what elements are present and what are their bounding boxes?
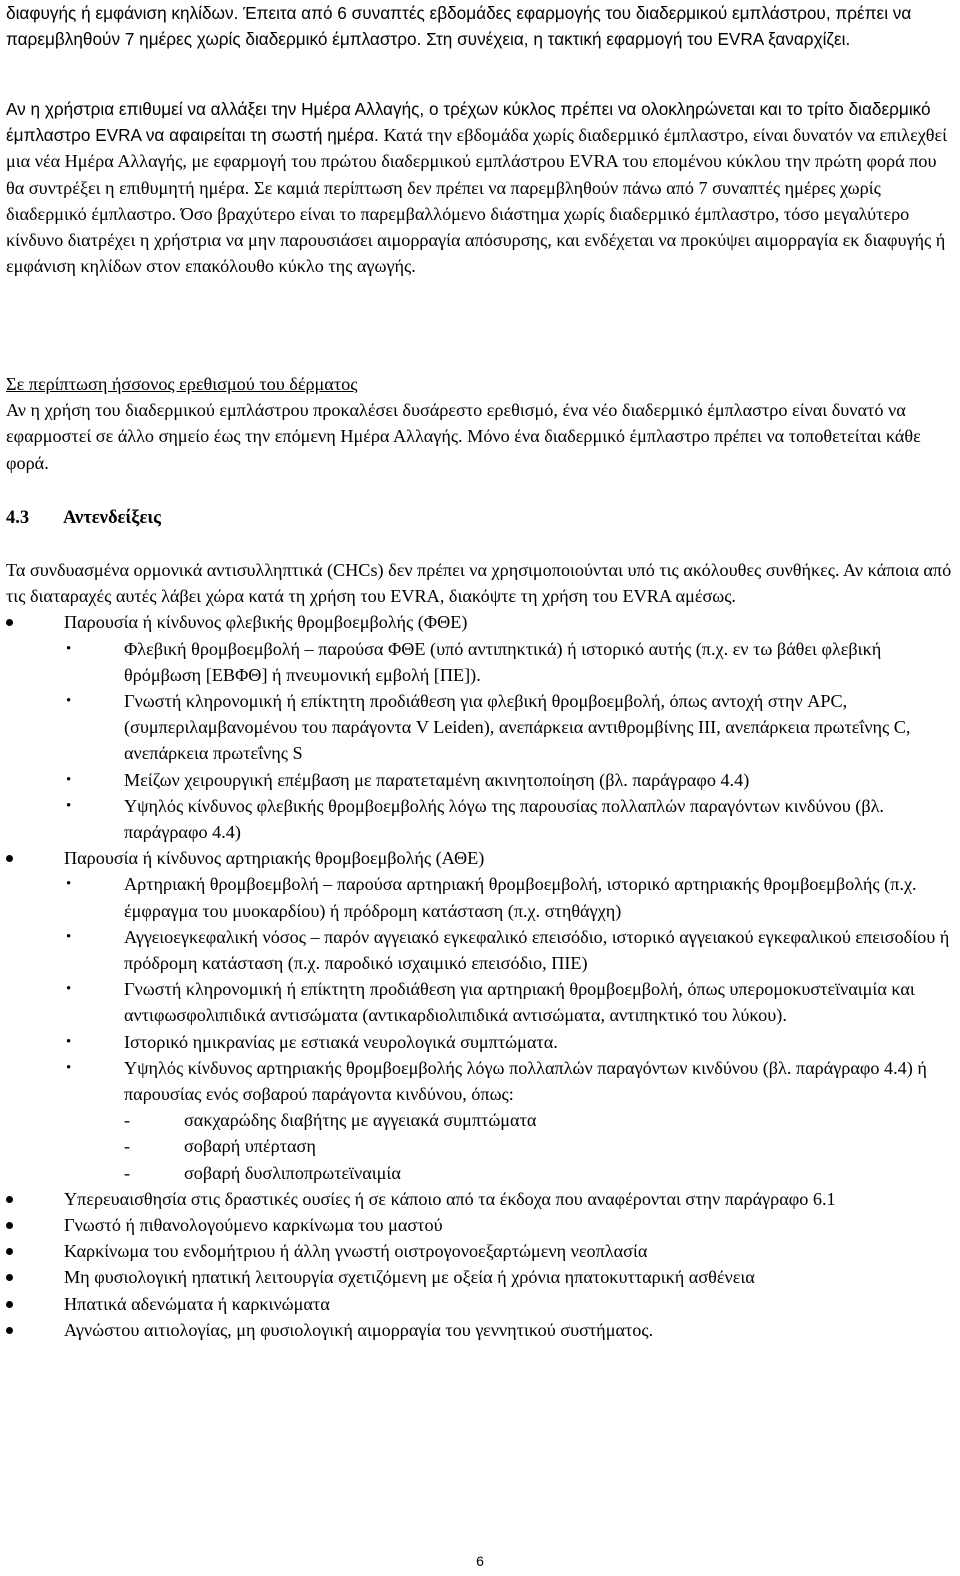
bullet-icon	[6, 1222, 13, 1229]
list-item-ate	[6, 845, 952, 871]
sub-list-item: - σοβαρή δυσλιποπρωτεϊναιμία	[6, 1160, 952, 1186]
bullet-icon: •	[66, 928, 72, 945]
page-number: 6	[476, 1553, 484, 1569]
list-item: Υπερευαισθησία στις δραστικές ουσίες ή σε κάποιο από τα έκδοχα που αναφέρονται στην παράγραφο 6.1	[6, 1186, 952, 1212]
list-item: Ηπατικά αδενώματα ή καρκινώματα	[6, 1291, 952, 1317]
list-item: • Γνωστή κληρονομική ή επίκτητη προδιάθεση για φλεβική θρομβοεμβολή, όπως αντοχή στην APC, (συμπεριλαμβανομένου του παράγοντα V Leiden), ανεπάρκεια αντιθρομβίνης III, ανεπάρκεια πρωτεΐνης C, ανεπάρκεια πρωτεΐνης S	[6, 688, 952, 767]
list-item-vte	[6, 609, 952, 635]
intro-paragraph-2	[6, 96, 952, 279]
list-item: • Υψηλός κίνδυνος φλεβικής θρομβοεμβολής λόγω της παρουσίας πολλαπλών παραγόντων κινδύνου (βλ. παράγραφο 4.4)	[6, 793, 952, 845]
dash-icon: -	[124, 1110, 131, 1131]
contraindications-list	[6, 609, 952, 1343]
irritation-heading: Σε περίπτωση ήσσονος ερεθισμού του δέρματος	[6, 374, 358, 394]
ate-label: Παρουσία ή κίνδυνος αρτηριακής θρομβοεμβολής (ΑΘΕ)	[64, 848, 485, 869]
section-number: 4.3	[6, 508, 30, 528]
bullet-icon	[6, 1301, 13, 1308]
bullet-icon: •	[66, 876, 72, 893]
intro-paragraph-2b: Κατά την εβδομάδα χωρίς διαδερμικό έμπλαστρο, είναι δυνατόν να επιλεχθεί μια νέα Ημέρα Αλλαγής, με εφαρμογή του πρώτου διαδερμικού εμπλάστρου EVRA του επομένου κύκλου την πρώτη φορά που θα συντρέξει η επιθυμητή ημέρα.	[6, 125, 948, 198]
vte-label: Παρουσία ή κίνδυνος φλεβικής θρομβοεμβολής (ΦΘΕ)	[64, 612, 468, 633]
bullet-icon: •	[66, 771, 72, 788]
intro-paragraph-2a: Αν η χρήστρια επιθυμεί να αλλάξει την Ημέρα Αλλαγής, ο τρέχων κύκλος πρέπει να ολοκληρώνεται και το τρίτο διαδερμικό έμπλαστρο EVRA να αφαιρείται τη σωστή ημέρα.	[6, 99, 931, 146]
list-item: • Μείζων χειρουργική επέμβαση με παρατεταμένη ακινητοποίηση (βλ. παράγραφο 4.4)	[6, 767, 952, 793]
bullet-icon	[6, 1196, 13, 1203]
sub-list-item: - σοβαρή υπέρταση	[6, 1133, 952, 1159]
bullet-icon: •	[66, 693, 72, 710]
bullet-icon: •	[66, 797, 72, 814]
dash-icon: -	[124, 1136, 131, 1157]
contraindications-block	[6, 557, 952, 1343]
bullet-icon: •	[66, 640, 72, 657]
list-item: • Αρτηριακή θρομβοεμβολή – παρούσα αρτηριακή θρομβοεμβολή, ιστορικό αρτηριακής θρομβοεμβολής (π.χ. έμφραγμα του μυοκαρδίου) ή πρόδρομη κατάσταση (π.χ. στηθάγχη)	[6, 871, 952, 923]
list-item: Καρκίνωμα του ενδομήτριου ή άλλη γνωστή οιστρογονοεξαρτώμενη νεοπλασία	[6, 1238, 952, 1264]
list-item: • Υψηλός κίνδυνος αρτηριακής θρομβοεμβολής λόγω πολλαπλών παραγόντων κινδύνου (βλ. παράγραφο 4.4) ή παρουσίας ενός σοβαρού παράγοντα κινδύνου, όπως:	[6, 1055, 952, 1107]
bullet-icon: •	[66, 1033, 72, 1050]
bullet-icon: •	[66, 981, 72, 998]
irritation-text: Αν η χρήση του διαδερμικού εμπλάστρου προκαλέσει δυσάρεστο ερεθισμό, ένα νέο διαδερμικό έμπλαστρο είναι δυνατό να εφαρμοστεί σε άλλο σημείο έως την επόμενη Ημέρα Αλλαγής. Μόνο ένα διαδερμικό έμπλαστρο πρέπει να τοποθετείται κάθε φορά.	[6, 400, 921, 473]
list-item: Αγνώστου αιτιολογίας, μη φυσιολογική αιμορραγία του γεννητικού συστήματος.	[6, 1317, 952, 1343]
list-item: • Γνωστή κληρονομική ή επίκτητη προδιάθεση για αρτηριακή θρομβοεμβολή, όπως υπερομοκυστεϊναιμία και αντιφωσφολιπιδικά αντισώματα (αντικαρδιολιπιδικά αντισώματα, αντιπηκτικό του λύκου).	[6, 976, 952, 1028]
bullet-icon	[6, 1248, 13, 1255]
intro-paragraph-2c: Σε καμιά περίπτωση δεν πρέπει να παρεμβληθούν πάνω από 7 συναπτές ημέρες χωρίς διαδερμικό έμπλαστρο. Όσο βραχύτερο είναι το παρεμβαλλόμενο διάστημα χωρίς διαδερμικό έμπλαστρο, τόσο μεγαλύτερο κίνδυνο διατρέχει η χρήστρια να μην παρουσιάσει αιμορραγία απόσυρσης, και ενδέχεται να προκύψει αιμορραγία εκ διαφυγής ή εμφάνιση κηλίδων στον επακόλουθο κύκλο της αγωγής.	[6, 177, 946, 277]
bullet-icon: •	[66, 1059, 72, 1076]
change-day-block	[6, 96, 952, 279]
bullet-icon	[6, 619, 13, 626]
dash-icon: -	[124, 1162, 131, 1183]
intro-paragraph-1: διαφυγής ή εμφάνιση κηλίδων. Έπειτα από 6 συναπτές εβδομάδες εφαρμογής του διαδερμικού εμπλάστρου, πρέπει να παρεμβληθούν 7 ημέρες χωρίς διαδερμικό έμπλαστρο. Στη συνέχεια, η τακτική εφαρμογή του EVRA ξαναρχίζει.	[6, 3, 912, 50]
section-heading	[6, 505, 952, 531]
bullet-icon	[6, 1274, 13, 1281]
irritation-block	[6, 371, 952, 476]
sub-list-item: - σακχαρώδης διαβήτης με αγγειακά συμπτώματα	[6, 1107, 952, 1133]
list-item: • Φλεβική θρομβοεμβολή – παρούσα ΦΘΕ (υπό αντιπηκτικά) ή ιστορικό αυτής (π.χ. εν τω βάθει φλεβική θρόμβωση [ΕΒΦΘ] ή πνευμονική εμβολή [ΠΕ]).	[6, 636, 952, 688]
bullet-icon	[6, 855, 13, 862]
section-title: Αντενδείξεις	[63, 508, 161, 528]
list-item: • Αγγειοεγκεφαλική νόσος – παρόν αγγειακό εγκεφαλικό επεισόδιο, ιστορικό αγγειακού εγκεφαλικού επεισοδίου ή πρόδρομη κατάσταση (π.χ. παροδικό ισχαιμικό επεισόδιο, ΠΙΕ)	[6, 924, 952, 976]
list-item: • Ιστορικό ημικρανίας με εστιακά νευρολογικά συμπτώματα.	[6, 1029, 952, 1055]
list-item: Μη φυσιολογική ηπατική λειτουργία σχετιζόμενη με οξεία ή χρόνια ηπατοκυτταρική ασθένεια	[6, 1264, 952, 1290]
bullet-icon	[6, 1327, 13, 1334]
list-item: Γνωστό ή πιθανολογούμενο καρκίνωμα του μαστού	[6, 1212, 952, 1238]
intro-block	[6, 0, 952, 52]
section-intro: Τα συνδυασμένα ορμονικά αντισυλληπτικά (CHCs) δεν πρέπει να χρησιμοποιούνται υπό τις ακόλουθες συνθήκες. Αν κάποια από τις διαταραχές αυτές λάβει χώρα κατά τη χρήση του EVRA, διακόψτε τη χρήση του EVRA αμέσως.	[6, 560, 952, 607]
